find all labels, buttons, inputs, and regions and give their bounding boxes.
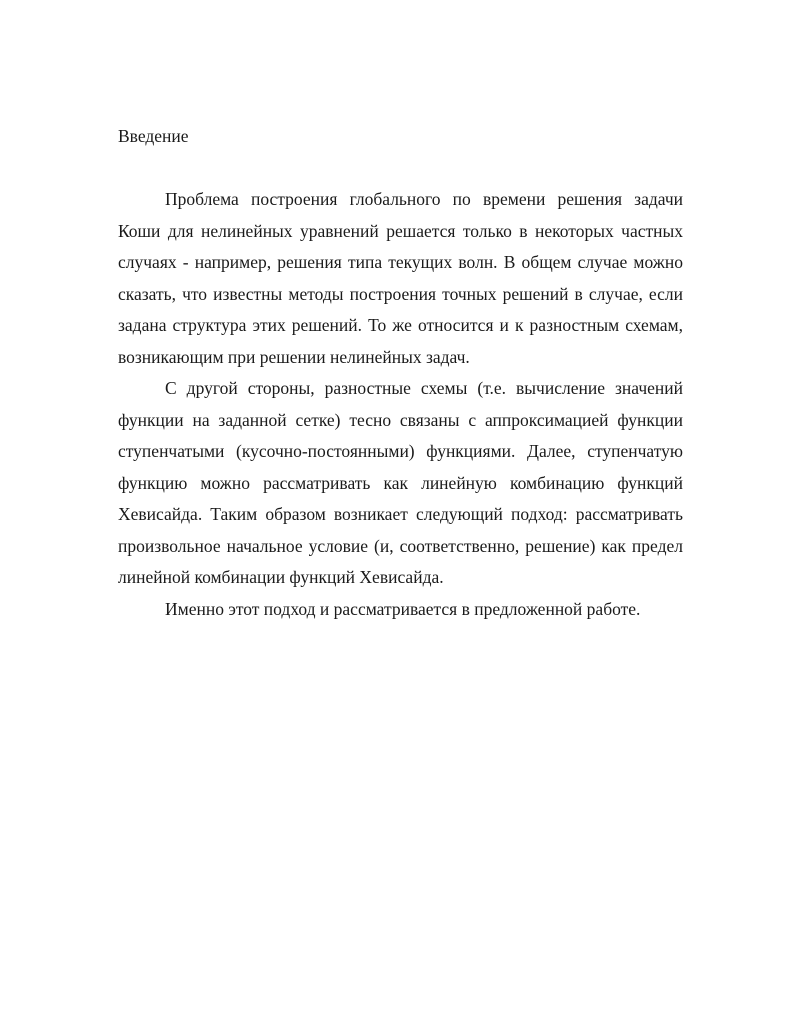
body-text bbox=[118, 184, 683, 625]
paragraph-2: С другой стороны, разностные схемы (т.е. вычисление значений функции на заданной сетке) тесно связаны с аппроксимацией функции ступенчатыми (кусочно-постоянными) функциями. Далее, ступенчатую функцию можно рассматривать как линейную комбинацию функций Хевисайда. Таким образом возникает следующий подход: рассматривать произвольное начальное условие (и, соответственно, решение) как предел линейной комбинации функций Хевисайда. bbox=[118, 378, 683, 587]
paragraph-1: Проблема построения глобального по времени решения задачи Коши для нелинейных уравнений решается только в некоторых частных случаях - например, решения типа текущих волн. В общем случае можно сказать, что известны методы построения точных решений в случае, если задана структура этих решений. То же относится и к разностным схемам, возникающим при решении нелинейных задач. bbox=[118, 189, 683, 367]
section-heading: Введение bbox=[118, 126, 189, 146]
paragraph-3: Именно этот подход и рассматривается в предложенной работе. bbox=[165, 598, 641, 619]
